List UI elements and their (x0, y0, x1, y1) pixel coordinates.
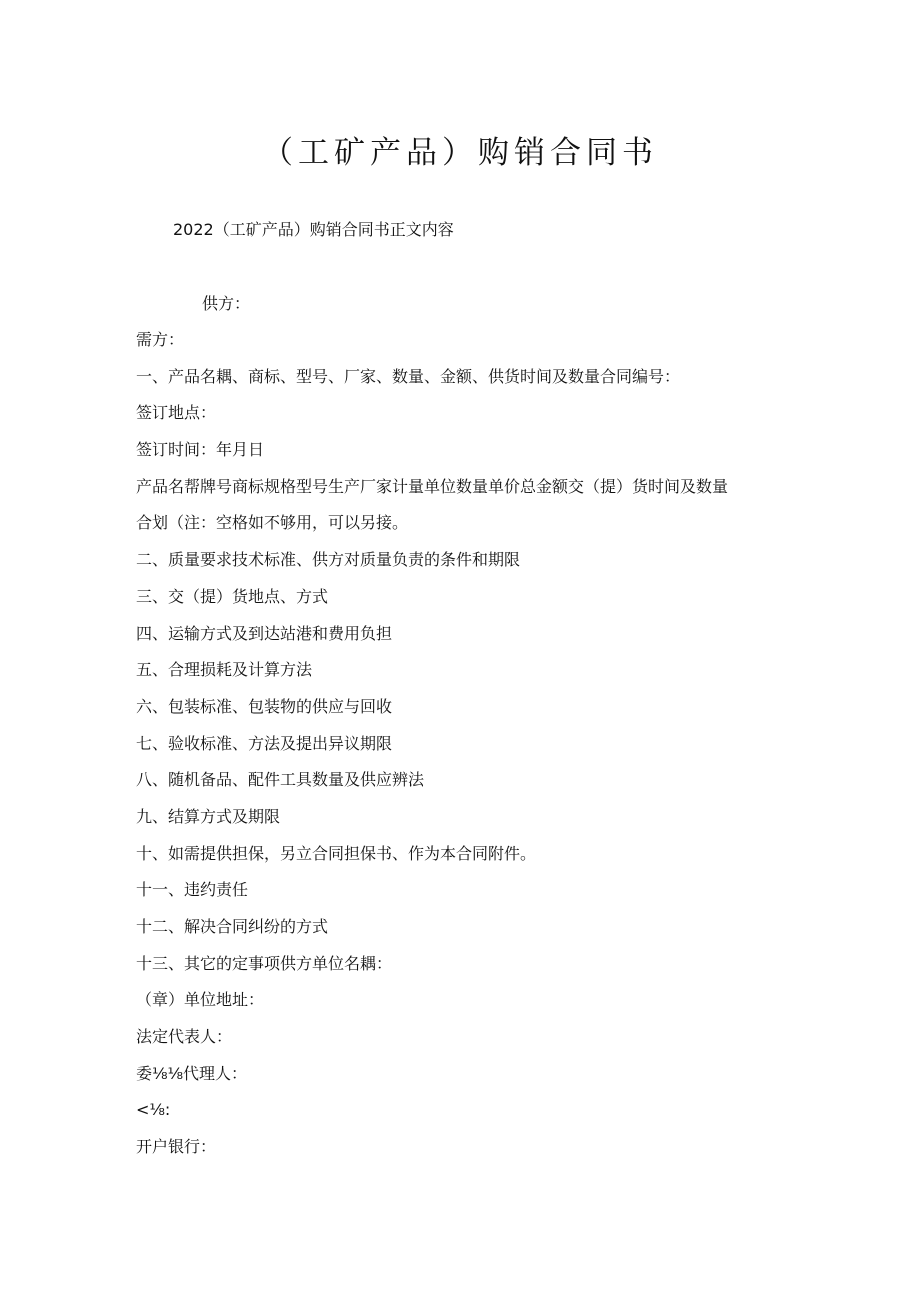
text-line: 四、运输方式及到达站港和费用负担 (136, 623, 393, 643)
text-line: 一、产品名耦、商标、型号、厂家、数量、金额、供货时间及数量合同编号： (136, 366, 681, 386)
text-line: 九、结算方式及期限 (136, 806, 281, 826)
text-line: 法定代表人： (136, 1027, 233, 1047)
text-line: 三、交（提）货地点、方式 (136, 586, 329, 606)
text-line: 合划（注：空格如不够用，可以另接。 (136, 513, 409, 533)
text-line: （章）单位地址： (136, 990, 265, 1010)
text-line: 签订时间：年月日 (136, 440, 265, 460)
text-line: 六、包装标准、包装物的供应与回收 (136, 696, 393, 716)
text-line: 十、如需提供担保，另立合同担保书、作为本合同附件。 (136, 843, 537, 863)
text-line: 二、质量要求技术标准、供方对质量负责的条件和期限 (136, 550, 521, 570)
text-line: 八、随机备品、配件工具数量及供应辨法 (136, 770, 425, 790)
supplier-label: 供方： (202, 294, 251, 313)
text-line: 需方： (136, 330, 185, 349)
document-subtitle: 2022（工矿产品）购销合同书正文内容 (173, 220, 454, 239)
document-title: （工矿产品）购销合同书 (262, 135, 658, 171)
text-line: 十二、解决合同纠纷的方式 (136, 917, 329, 936)
text-line: 委⅛⅛代理人： (136, 1063, 248, 1083)
text-line: 产品名帮牌号商标规格型号生产厂家计量单位数量单价总金额交（提）货时间及数量 (136, 476, 729, 496)
text-line: 开户银行： (136, 1137, 217, 1157)
text-line: <⅛: (136, 1100, 171, 1120)
text-line: 五、合理损耗及计算方法 (136, 660, 313, 680)
text-line: 十三、其它的定事项供方单位名耦： (136, 953, 393, 973)
contract-body (136, 328, 796, 1172)
text-line: 签订地点： (136, 403, 217, 423)
text-line: 十一、违约责任 (136, 880, 249, 900)
text-line: 七、验收标准、方法及提出异议期限 (136, 733, 393, 753)
